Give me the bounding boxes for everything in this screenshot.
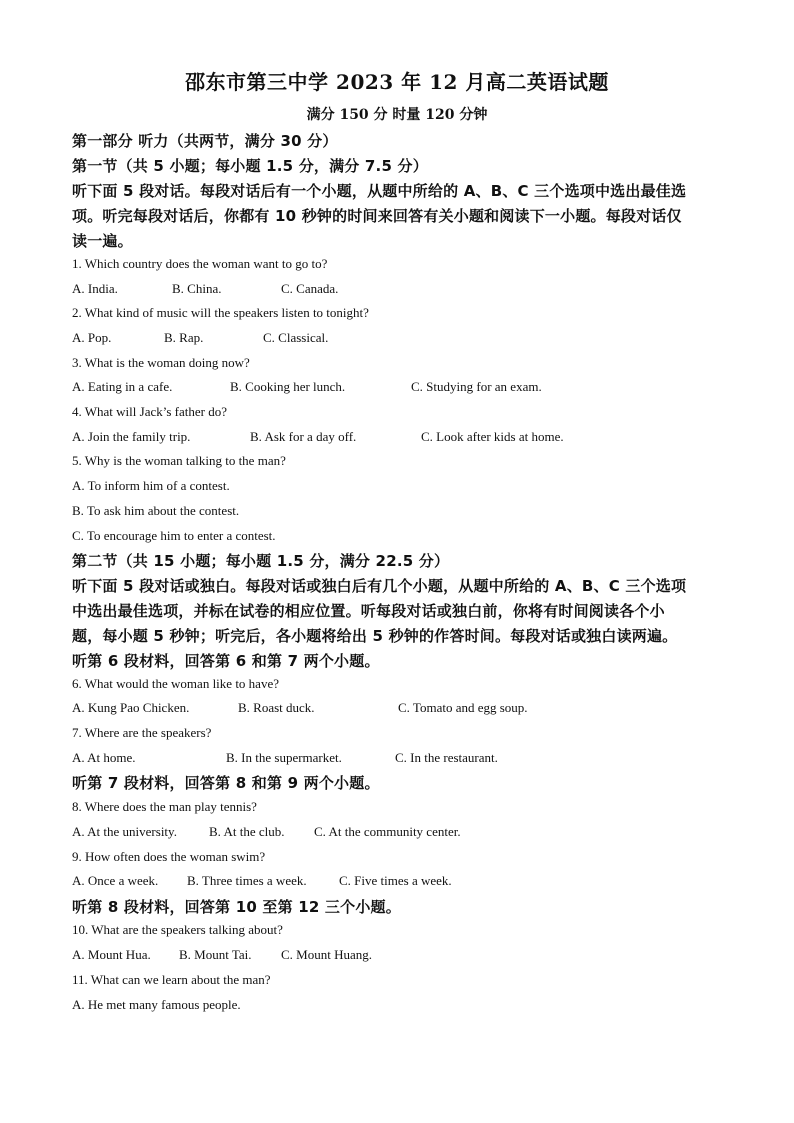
section2-heading: 第二节（共 15 小题；每小题 1.5 分，满分 22.5 分） bbox=[72, 552, 450, 570]
question-text: 3. What is the woman doing now? bbox=[72, 355, 250, 370]
material-heading: 听第 6 段材料，回答第 6 和第 7 两个小题。 bbox=[72, 652, 380, 670]
question-text: 9. How often does the woman swim? bbox=[72, 849, 266, 864]
question-text: 8. Where does the man play tennis? bbox=[72, 799, 257, 814]
answer-option: B. Ask for a day off. bbox=[250, 429, 357, 444]
question-text: 4. What will Jack’s father do? bbox=[72, 404, 227, 419]
answer-option: C. In the restaurant. bbox=[395, 750, 498, 765]
question-text: 2. What kind of music will the speakers listen to tonight? bbox=[72, 305, 369, 320]
section1-instruction-line: 听下面 5 段对话。每段对话后有一个小题，从题中所给的 A、B、C 三个选项中选出最佳选 bbox=[72, 182, 687, 200]
answer-option: B. Roast duck. bbox=[238, 700, 315, 715]
answer-option: A. To inform him of a contest. bbox=[72, 478, 230, 493]
question-text: 1. Which country does the woman want to go to? bbox=[72, 256, 328, 271]
answer-option: C. Tomato and egg soup. bbox=[398, 700, 528, 715]
answer-option: B. Three times a week. bbox=[187, 873, 307, 888]
answer-option: A. Mount Hua. bbox=[72, 947, 151, 962]
part1-heading: 第一部分 听力（共两节，满分 30 分） bbox=[72, 132, 338, 150]
answer-option: B. In the supermarket. bbox=[226, 750, 342, 765]
answer-option: C. Canada. bbox=[281, 281, 339, 296]
section2-instruction-line: 听下面 5 段对话或独白。每段对话或独白后有几个小题，从题中所给的 A、B、C 三个选项 bbox=[72, 577, 687, 595]
answer-option: A. Pop. bbox=[72, 330, 112, 345]
answer-option: B. To ask him about the contest. bbox=[72, 503, 240, 518]
answer-option: C. At the community center. bbox=[314, 824, 461, 839]
exam-title: 邵东市第三中学 2023 年 12 月高二英语试题 bbox=[185, 70, 609, 94]
section2-instruction-line: 中选出最佳选项，并标在试卷的相应位置。听每段对话或独白前，你将有时间阅读各个小 bbox=[72, 602, 665, 620]
answer-option: B. Cooking her lunch. bbox=[230, 379, 346, 394]
question-text: 6. What would the woman like to have? bbox=[72, 676, 279, 691]
question-text: 5. Why is the woman talking to the man? bbox=[72, 453, 286, 468]
answer-option: A. At home. bbox=[72, 750, 136, 765]
section1-instruction-line: 读一遍。 bbox=[72, 232, 133, 250]
answer-option: A. At the university. bbox=[72, 824, 177, 839]
material-heading: 听第 8 段材料，回答第 10 至第 12 三个小题。 bbox=[72, 898, 401, 916]
question-text: 10. What are the speakers talking about? bbox=[72, 922, 283, 937]
section1-heading: 第一节（共 5 小题；每小题 1.5 分，满分 7.5 分） bbox=[72, 157, 428, 175]
answer-option: B. China. bbox=[172, 281, 222, 296]
answer-option: A. Once a week. bbox=[72, 873, 159, 888]
question-text: 7. Where are the speakers? bbox=[72, 725, 212, 740]
answer-option: A. Eating in a cafe. bbox=[72, 379, 173, 394]
answer-option: C. Look after kids at home. bbox=[421, 429, 564, 444]
material-heading: 听第 7 段材料，回答第 8 和第 9 两个小题。 bbox=[72, 774, 380, 792]
answer-option: B. Mount Tai. bbox=[179, 947, 252, 962]
answer-option: B. At the club. bbox=[209, 824, 285, 839]
section1-instruction-line: 项。听完每段对话后，你都有 10 秒钟的时间来回答有关小题和阅读下一小题。每段对话仅 bbox=[72, 207, 682, 225]
answer-option: C. To encourage him to enter a contest. bbox=[72, 528, 276, 543]
section2-instruction-line: 题，每小题 5 秒钟；听完后，各小题将给出 5 秒钟的作答时间。每段对话或独白读两遍。 bbox=[72, 627, 678, 645]
answer-option: C. Studying for an exam. bbox=[411, 379, 542, 394]
answer-option: C. Five times a week. bbox=[339, 873, 452, 888]
answer-option: C. Mount Huang. bbox=[281, 947, 372, 962]
exam-subtitle: 满分 150 分 时量 120 分钟 bbox=[306, 107, 488, 123]
answer-option: A. India. bbox=[72, 281, 118, 296]
answer-option: A. He met many famous people. bbox=[72, 997, 241, 1012]
answer-option: A. Join the family trip. bbox=[72, 429, 191, 444]
answer-option: A. Kung Pao Chicken. bbox=[72, 700, 190, 715]
question-text: 11. What can we learn about the man? bbox=[72, 972, 271, 987]
answer-option: C. Classical. bbox=[263, 330, 329, 345]
answer-option: B. Rap. bbox=[164, 330, 204, 345]
